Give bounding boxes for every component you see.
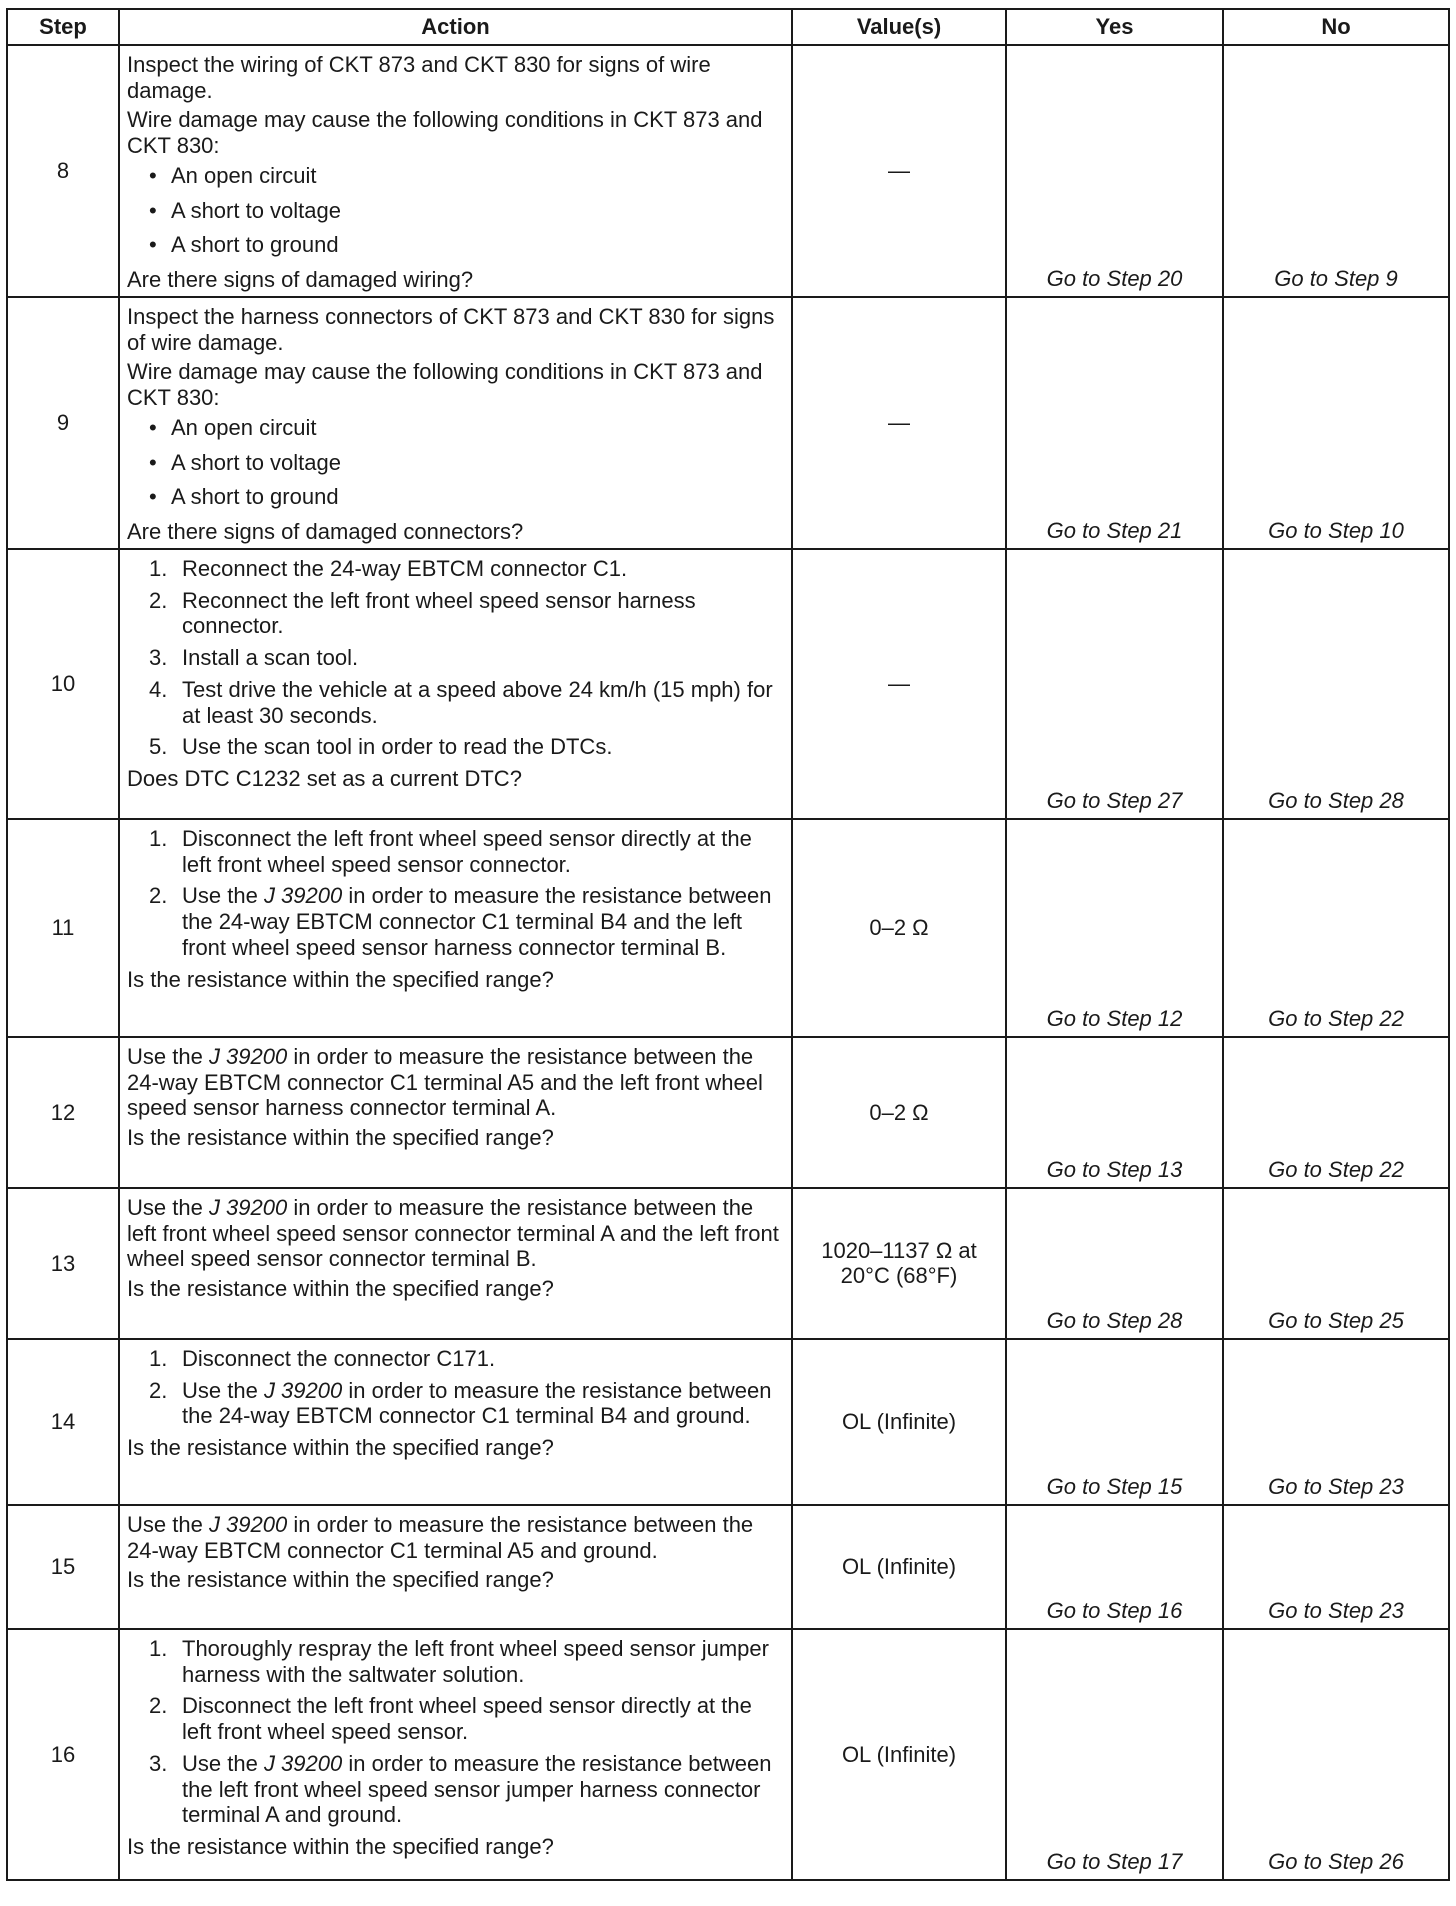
value-cell: OL (Infinite) — [792, 1339, 1006, 1505]
no-cell: Go to Step 22 — [1223, 1037, 1449, 1188]
action-question: Is the resistance within the specified range? — [127, 1834, 554, 1860]
value-cell: — — [792, 45, 1006, 297]
step-number: 11 — [7, 819, 119, 1037]
header-no: No — [1223, 9, 1449, 45]
step-number: 15 — [7, 1505, 119, 1629]
header-action: Action — [119, 9, 792, 45]
table-row — [7, 1505, 1449, 1629]
action-question: Is the resistance within the specified range? — [127, 1435, 554, 1461]
step-number: 12 — [7, 1037, 119, 1188]
list-item: • A short to voltage — [149, 450, 785, 476]
list-item: 2. Use the J 39200 in order to measure the resistance between the 24-way EBTCM connector C1 terminal B4 and ground. — [149, 1377, 772, 1429]
yes-cell: Go to Step 28 — [1006, 1188, 1223, 1339]
table-row — [7, 1629, 1449, 1880]
action-cell — [119, 819, 792, 1037]
step-number: 9 — [7, 297, 119, 549]
no-cell: Go to Step 23 — [1223, 1505, 1449, 1629]
list-item: 1. Thoroughly respray the left front wheel speed sensor jumper harness with the saltwater solution. — [149, 1635, 769, 1687]
table-row — [7, 1339, 1449, 1505]
table-header-row — [7, 9, 1449, 45]
yes-cell: Go to Step 17 — [1006, 1629, 1223, 1880]
value-line: 20°C (68°F) — [840, 1263, 958, 1289]
list-item: 1. Disconnect the left front wheel speed sensor directly at the left front wheel speed sensor connector. — [149, 825, 752, 877]
table-row — [7, 819, 1449, 1037]
header-values: Value(s) — [792, 9, 1006, 45]
action-cell — [119, 1505, 792, 1629]
action-text: Wire damage may cause the following conditions in CKT 873 and CKT 830: — [127, 359, 763, 411]
list-item: • An open circuit — [149, 163, 785, 189]
yes-cell: Go to Step 16 — [1006, 1505, 1223, 1629]
list-item: 2. Disconnect the left front wheel speed sensor directly at the left front wheel speed sensor. — [149, 1693, 752, 1745]
yes-cell: Go to Step 21 — [1006, 297, 1223, 549]
yes-cell: Go to Step 13 — [1006, 1037, 1223, 1188]
value-cell — [792, 1188, 1006, 1339]
action-cell — [119, 1188, 792, 1339]
list-item: 1. Disconnect the connector C171. — [149, 1345, 496, 1371]
action-text: Inspect the wiring of CKT 873 and CKT 830 for signs of wire damage. — [127, 52, 711, 103]
action-text: Inspect the harness connectors of CKT 873 and CKT 830 for signs of wire damage. — [127, 303, 775, 355]
value-cell: 0–2 Ω — [792, 1037, 1006, 1188]
tool-name: J 39200 — [208, 1511, 288, 1537]
action-question: Is the resistance within the specified range? — [127, 1125, 554, 1151]
action-question: Are there signs of damaged wiring? — [127, 267, 474, 293]
list-item: • A short to voltage — [149, 198, 785, 224]
tool-name: J 39200 — [263, 1377, 343, 1403]
table-row — [7, 1037, 1449, 1188]
list-item: 2. Use the J 39200 in order to measure the resistance between the 24-way EBTCM connector C1 terminal B4 and the left front wheel speed sensor harness connector terminal B. — [149, 883, 772, 960]
action-cell — [119, 297, 792, 549]
no-cell: Go to Step 28 — [1223, 549, 1449, 819]
action-cell — [119, 1037, 792, 1188]
value-cell: OL (Infinite) — [792, 1505, 1006, 1629]
numbered-list — [127, 556, 785, 766]
list-item: 3. Install a scan tool. — [149, 645, 359, 671]
action-cell — [119, 549, 792, 819]
yes-cell: Go to Step 20 — [1006, 45, 1223, 297]
action-cell — [119, 1339, 792, 1505]
yes-cell: Go to Step 12 — [1006, 819, 1223, 1037]
no-cell: Go to Step 26 — [1223, 1629, 1449, 1880]
tool-name: J 39200 — [208, 1194, 288, 1220]
list-item: 1. Reconnect the 24-way EBTCM connector C1. — [149, 555, 628, 581]
diagnostic-table — [6, 8, 1450, 1881]
table-row — [7, 45, 1449, 297]
step-number: 10 — [7, 549, 119, 819]
step-number: 8 — [7, 45, 119, 297]
action-question: Is the resistance within the specified range? — [127, 1567, 554, 1593]
value-line: 1020–1137 Ω at — [821, 1237, 977, 1263]
no-cell: Go to Step 10 — [1223, 297, 1449, 549]
yes-cell: Go to Step 15 — [1006, 1339, 1223, 1505]
list-item: 2. Reconnect the left front wheel speed sensor harness connector. — [149, 587, 696, 639]
list-item: • An open circuit — [149, 415, 785, 441]
no-cell: Go to Step 9 — [1223, 45, 1449, 297]
action-question: Is the resistance within the specified range? — [127, 966, 554, 992]
table-row — [7, 297, 1449, 549]
diagnostic-table-page — [6, 8, 1448, 1881]
list-item: 4. Test drive the vehicle at a speed above 24 km/h (15 mph) for at least 30 seconds. — [149, 676, 773, 728]
value-cell: OL (Infinite) — [792, 1629, 1006, 1880]
step-number: 16 — [7, 1629, 119, 1880]
step-number: 14 — [7, 1339, 119, 1505]
numbered-list — [127, 826, 785, 967]
action-cell — [119, 45, 792, 297]
action-question: Is the resistance within the specified range? — [127, 1276, 554, 1302]
action-text: Use the J 39200 in order to measure the resistance between the left front wheel speed sensor connector terminal A and the left front wheel speed sensor connector terminal B. — [127, 1194, 779, 1272]
tool-name: J 39200 — [208, 1043, 288, 1069]
no-cell: Go to Step 22 — [1223, 819, 1449, 1037]
action-cell — [119, 1629, 792, 1880]
list-item: • A short to ground — [149, 484, 785, 510]
action-question: Are there signs of damaged connectors? — [127, 519, 524, 545]
value-cell: — — [792, 549, 1006, 819]
action-question: Does DTC C1232 set as a current DTC? — [127, 766, 522, 792]
list-item: 3. Use the J 39200 in order to measure the resistance between the left front wheel speed sensor jumper harness connector terminal A and ground. — [149, 1750, 772, 1828]
numbered-list — [127, 1346, 785, 1435]
numbered-list — [127, 1636, 785, 1834]
action-text: Use the J 39200 in order to measure the resistance between the 24-way EBTCM connector C1 terminal A5 and ground. — [127, 1511, 754, 1563]
yes-cell: Go to Step 27 — [1006, 549, 1223, 819]
tool-name: J 39200 — [263, 883, 343, 909]
action-text: Use the J 39200 in order to measure the resistance between the 24-way EBTCM connector C1 terminal A5 and the left front wheel speed sensor harness connector terminal A. — [127, 1043, 763, 1121]
list-item: 5. Use the scan tool in order to read the DTCs. — [149, 734, 613, 760]
tool-name: J 39200 — [263, 1750, 343, 1776]
value-cell: — — [792, 297, 1006, 549]
header-step: Step — [7, 9, 119, 45]
header-yes: Yes — [1006, 9, 1223, 45]
table-row — [7, 1188, 1449, 1339]
bullet-list — [127, 415, 785, 510]
table-row — [7, 549, 1449, 819]
bullet-list — [127, 163, 785, 258]
no-cell: Go to Step 23 — [1223, 1339, 1449, 1505]
no-cell: Go to Step 25 — [1223, 1188, 1449, 1339]
value-cell: 0–2 Ω — [792, 819, 1006, 1037]
list-item: • A short to ground — [149, 232, 785, 258]
action-text: Wire damage may cause the following conditions in CKT 873 and CKT 830: — [127, 107, 763, 159]
step-number: 13 — [7, 1188, 119, 1339]
